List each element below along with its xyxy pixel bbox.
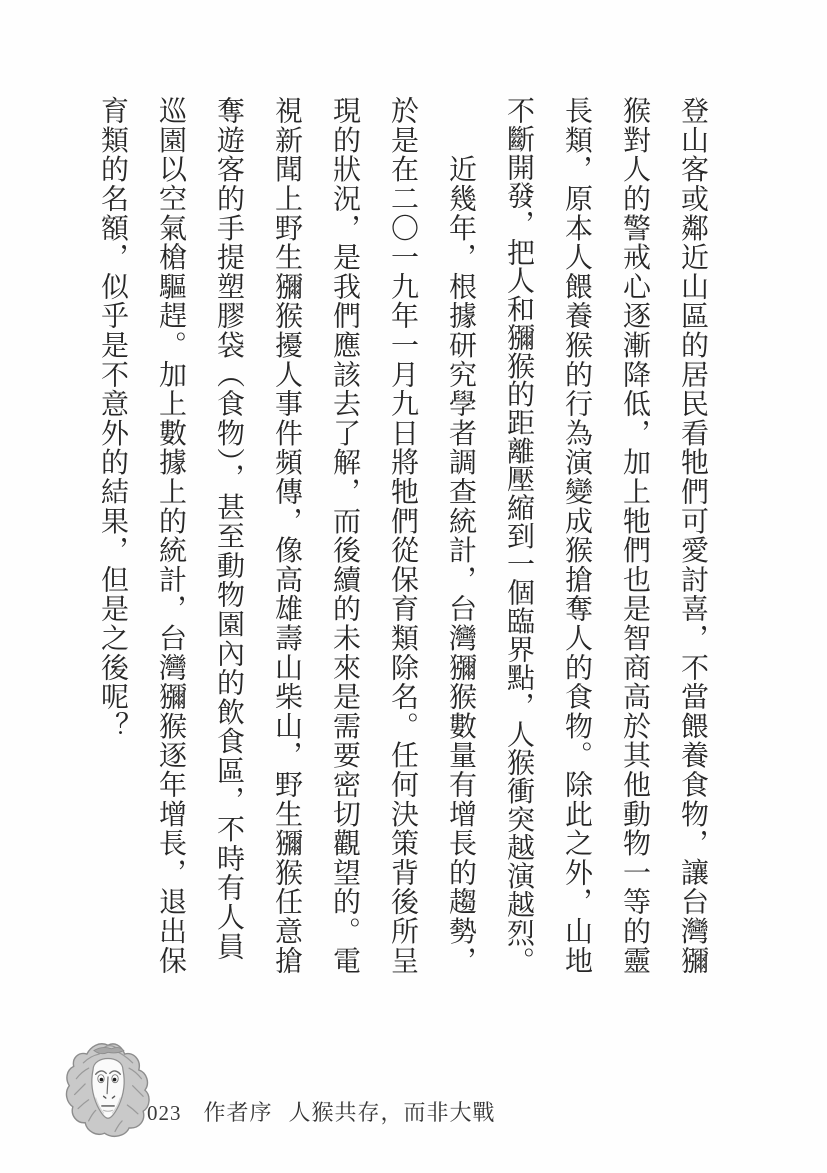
text-column: 奪遊客的手提塑膠袋（食物），甚至動物園內的飲食區，不時有人員 — [213, 96, 244, 961]
text-column: 登山客或鄰近山區的居民看牠們可愛討喜，不當餵養食物，讓台灣獼 — [677, 96, 708, 975]
footer-line — [147, 1096, 496, 1127]
body-text — [83, 96, 721, 982]
page-footer — [0, 1030, 827, 1173]
text-column: 長類，原本人餵養猴的行為演變成猴搶奪人的食物。除此之外，山地 — [561, 96, 592, 975]
monkey-face-icon — [64, 1040, 152, 1142]
section-label: 作者序 — [203, 1100, 273, 1125]
page-number: 023 — [147, 1101, 182, 1125]
text-column: 現的狀況，是我們應該去了解，而後續的未來是需要密切觀望的。電 — [329, 96, 360, 975]
text-column: 近幾年，根據研究學者調查統計，台灣獼猴數量有增長的趨勢， — [445, 96, 476, 975]
text-column: 視新聞上野生獼猴擾人事件頻傳，像高雄壽山柴山，野生獼猴任意搶 — [271, 96, 302, 975]
text-column: 巡園以空氣槍驅趕。加上數據上的統計，台灣獼猴逐年增長，退出保 — [155, 96, 186, 975]
chapter-title: 人猴共存，而非大戰 — [288, 1100, 496, 1125]
text-column: 育類的名額，似乎是不意外的結果，但是之後呢？ — [97, 96, 128, 741]
text-column: 於是在二〇一九年一月九日將牠們從保育類除名。任何決策背後所呈 — [387, 96, 418, 975]
text-column: 猴對人的警戒心逐漸降低，加上牠們也是智商高於其他動物一等的靈 — [619, 96, 650, 975]
text-column: 不斷開發，把人和獼猴的距離壓縮到一個臨界點，人猴衝突越演越烈。 — [503, 96, 534, 975]
